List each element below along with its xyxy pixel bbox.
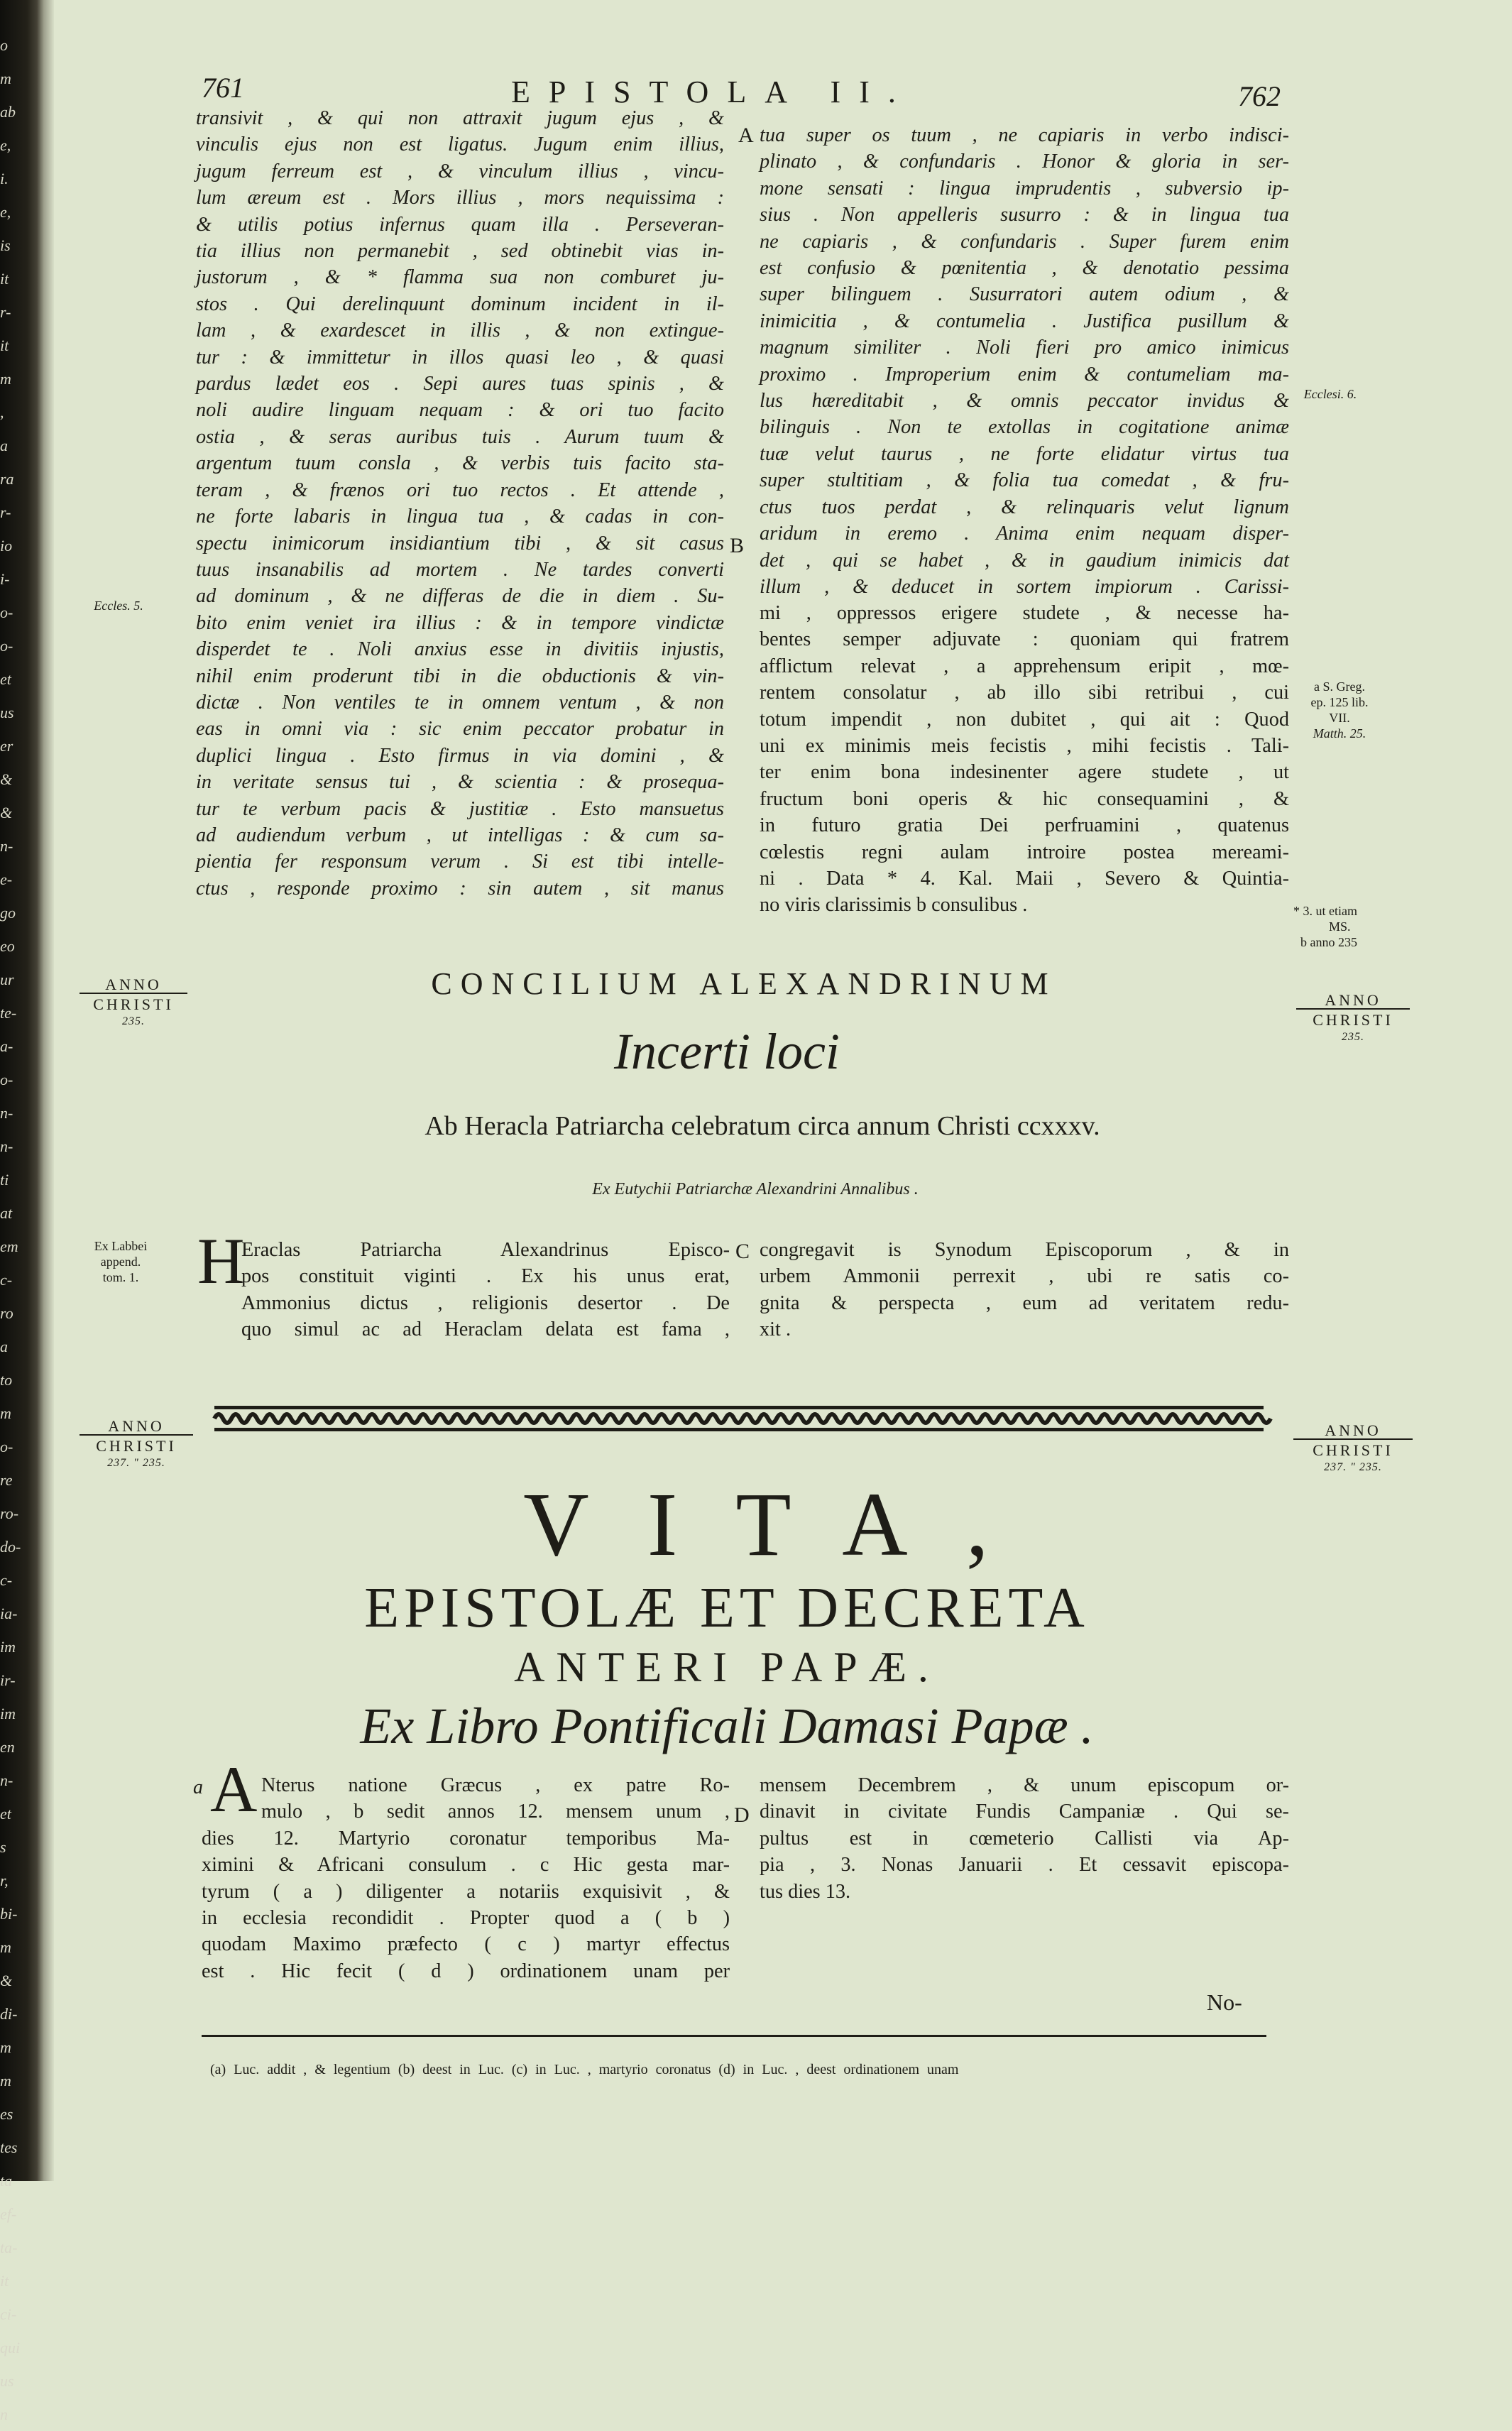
text-line: aridum in eremo . Anima enim nequam disper- bbox=[760, 523, 1289, 545]
christi-label: CHRISTI bbox=[96, 1437, 177, 1455]
vita-note-marker: a bbox=[193, 1776, 203, 1798]
spine-fragment: es bbox=[0, 2105, 13, 2123]
text-line: dies 12. Martyrio coronatur temporibus Ma- bbox=[202, 1827, 730, 1850]
text-line: tyrum ( a ) diligenter a notariis exquisivit , & bbox=[202, 1880, 730, 1903]
text-line: vinculis ejus non est ligatus. Jugum enim illius, bbox=[196, 133, 724, 156]
spine-fragment: at bbox=[0, 1204, 13, 1222]
text-line: teram , & frænos ori tuo rectos . Et attende , bbox=[196, 479, 724, 501]
spine-fragment: eo bbox=[0, 937, 15, 955]
footnote-rule bbox=[202, 2035, 1266, 2037]
text-line: super bilinguem . Susurratori autem odium , & bbox=[760, 283, 1289, 306]
text-line: ni . Data * 4. Kal. Maii , Severo & Quintia- bbox=[760, 868, 1289, 890]
margin-note-eccl5: Eccles. 5. bbox=[94, 599, 143, 613]
text-line: Ammonius dictus , religionis desertor . De bbox=[241, 1291, 730, 1314]
spine-fragment: is bbox=[0, 236, 11, 254]
text-line: ctus tuos perdat , & relinquaris velut lignum bbox=[760, 496, 1289, 518]
council-left-text bbox=[241, 1237, 730, 1343]
council-description: Ab Heracla Patriarcha celebratum circa annum Christi ccxxxv. bbox=[424, 1111, 1100, 1141]
text-line: ne capiaris , & confundaris . Super furem enim bbox=[760, 230, 1289, 253]
spine-fragment: , bbox=[0, 403, 4, 421]
council-drop-cap: H bbox=[197, 1225, 245, 1297]
margin-gregory-line1: a S. Greg. bbox=[1314, 679, 1365, 694]
text-line: lam , & exardescet in illis , & non extingue- bbox=[196, 319, 724, 342]
spine-fragment: & bbox=[0, 804, 13, 821]
spine-fragment: ur bbox=[0, 971, 14, 988]
spine-fragment: it bbox=[0, 2272, 9, 2290]
spine-fragment: io bbox=[0, 537, 13, 555]
spine-fragment: n- bbox=[0, 837, 13, 855]
spine-fragment: us bbox=[0, 704, 14, 721]
vita-right-text bbox=[760, 1772, 1289, 1905]
spine-fragment: o- bbox=[0, 603, 13, 621]
text-line: uni ex minimis meis fecistis , mihi fecistis . Tali- bbox=[760, 735, 1289, 758]
spine-fragment: qui bbox=[0, 2339, 21, 2356]
spine-fragment: o- bbox=[0, 1438, 13, 1455]
text-line: pardus lædet eos . Sepi aures tuas spinis , & bbox=[196, 373, 724, 395]
council-subtitle: Incerti loci bbox=[614, 1023, 840, 1080]
margin-note-labbei bbox=[71, 1238, 170, 1285]
text-line: eas in omni via : sic enim peccator probatur in bbox=[196, 718, 724, 741]
anno-label: ANNO bbox=[105, 976, 162, 993]
text-line: lus hæreditabit , & omnis peccator invidus & bbox=[760, 390, 1289, 413]
spine-fragment: n- bbox=[0, 1771, 13, 1789]
spine-fragment: m bbox=[0, 1404, 11, 1422]
text-line: illum , & deducet in sortem impiorum . Carissi- bbox=[760, 575, 1289, 598]
spine-fragment: & bbox=[0, 770, 13, 788]
spine-fragment: r- bbox=[0, 503, 11, 521]
text-line: in veritate sensus tui , & scientia : & prosequa- bbox=[196, 771, 724, 794]
anno-label: ANNO bbox=[1325, 1421, 1381, 1439]
text-line: pia , 3. Nonas Januarii . Et cessavit episcopa- bbox=[760, 1854, 1289, 1876]
page-number-right: 762 bbox=[1238, 80, 1281, 112]
spine-fragment: a bbox=[0, 1338, 8, 1355]
footnotes: (a) Luc. addit , & legentium (b) deest in Luc. (c) in Luc. , martyrio coronatus (d) in Luc. , deest ordinationem unam bbox=[210, 2062, 959, 2077]
margin-note-gregory bbox=[1293, 679, 1386, 741]
spine-fragment: n bbox=[0, 2405, 8, 2423]
margin-labbei-line3: tom. 1. bbox=[102, 1270, 139, 1284]
spine-fragment: it bbox=[0, 270, 9, 288]
spine-fragment: r- bbox=[0, 303, 11, 321]
text-line: ter enim bona indesinenter agere studete , ut bbox=[760, 761, 1289, 784]
text-line: pientia fer responsum verum . Si est tibi intelle- bbox=[196, 851, 724, 873]
text-line: lum æreum est . Mors illius , mors nequissima : bbox=[196, 187, 724, 209]
spine-fragment: n- bbox=[0, 1137, 13, 1155]
spine-fragment: m bbox=[0, 70, 11, 87]
margin-labbei-line2: append. bbox=[100, 1255, 141, 1269]
marker-b: B bbox=[730, 534, 745, 557]
text-line: afflictum relevat , a apprehensum eripit , mœ- bbox=[760, 655, 1289, 677]
margin-ms-line3: b anno 235 bbox=[1300, 935, 1357, 949]
text-line: Eraclas Patriarcha Alexandrinus Episco- bbox=[241, 1239, 730, 1261]
text-line: Nterus natione Græcus , ex patre Ro- bbox=[261, 1774, 730, 1796]
vita-drop-cap: A bbox=[210, 1753, 258, 1825]
anno-year: 237. " 235. bbox=[107, 1457, 165, 1469]
text-line: quo simul ac ad Heraclam delata est fama , bbox=[241, 1318, 730, 1341]
text-line: det , qui se habet , & in gaudium inimicis dat bbox=[760, 549, 1289, 572]
spine-fragment: ta- bbox=[0, 2239, 18, 2256]
text-line: ctus , responde proximo : sin autem , sit manus bbox=[196, 877, 724, 900]
christi-label: CHRISTI bbox=[1313, 1011, 1393, 1029]
spine-fragment: et bbox=[0, 670, 11, 688]
text-line: magnum similiter . Noli fieri pro amico inimicus bbox=[760, 337, 1289, 359]
anno-label: ANNO bbox=[108, 1417, 165, 1435]
spine-fragment: s bbox=[0, 1838, 6, 1856]
text-line: super stultitiam , & folia tua comedat , & fru- bbox=[760, 469, 1289, 492]
text-line: dictæ . Non ventiles te in omnem ventum , & non bbox=[196, 691, 724, 714]
vita-source: Ex Libro Pontificali Damasi Papæ . bbox=[360, 1698, 1094, 1754]
spine-fragment: te- bbox=[0, 1004, 17, 1022]
spine-fragment: ci- bbox=[0, 2305, 17, 2323]
running-title: EPISTOLA II. bbox=[511, 75, 914, 109]
margin-note-ms bbox=[1293, 903, 1414, 950]
text-line: ne forte labaris in lingua tua , & cadas in con- bbox=[196, 506, 724, 528]
anno-year: 235. bbox=[122, 1015, 145, 1027]
text-line: duplici lingua . Esto firmus in via domini , & bbox=[196, 744, 724, 767]
spine-fragment: m bbox=[0, 2072, 11, 2089]
spine-fragment: di- bbox=[0, 2005, 18, 2023]
text-line: disperdet te . Noli anxius esse in divitiis injustis, bbox=[196, 638, 724, 661]
text-line: dinavit in civitate Fundis Campaniæ . Qui se- bbox=[760, 1801, 1289, 1823]
spine-fragment: it bbox=[0, 337, 9, 354]
text-line: bito enim veniet ira illius : & in tempore vindictæ bbox=[196, 611, 724, 634]
page-edge bbox=[44, 0, 54, 2181]
spine-fragment: im bbox=[0, 1638, 16, 1656]
book-spine bbox=[0, 0, 44, 2423]
spine-fragment: ro- bbox=[0, 1504, 19, 1522]
spine-fragment: et bbox=[0, 1805, 11, 1823]
council-source: Ex Eutychii Patriarchæ Alexandrini Annalibus . bbox=[592, 1180, 919, 1198]
anno-christi-left-2 bbox=[77, 1419, 196, 1471]
spine-fragment: e- bbox=[0, 870, 13, 888]
text-line: gnita & perspecta , eum ad veritatem redu- bbox=[760, 1291, 1289, 1314]
spine-fragment: i. bbox=[0, 170, 9, 187]
text-line: urbem Ammonii perrexit , ubi re satis co- bbox=[760, 1265, 1289, 1288]
spine-fragment: m bbox=[0, 1938, 11, 1956]
text-line: tuæ velut taurus , ne forte elidatur virtus tua bbox=[760, 442, 1289, 465]
text-line: tia illius non permanebit , sed obtinebit vias in- bbox=[196, 240, 724, 263]
right-column-italic-text bbox=[760, 122, 1289, 600]
text-line: & utilis potius infernus quam illa . Perseveran- bbox=[196, 213, 724, 236]
text-line: xit . bbox=[760, 1318, 791, 1341]
text-line: proximo . Improperium enim & contumeliam ma- bbox=[760, 363, 1289, 386]
spine-fragment: m bbox=[0, 2038, 11, 2056]
spine-fragment: tes bbox=[0, 2138, 18, 2156]
margin-note-eccl6: Ecclesi. 6. bbox=[1303, 387, 1357, 401]
text-line: ad audiendum verbum , ut intelligas : & cum sa- bbox=[196, 824, 724, 846]
text-line: pos constituit viginti . Ex his unus erat, bbox=[241, 1265, 730, 1288]
text-line: mone sensati : lingua imprudentis , subversio ip- bbox=[760, 177, 1289, 200]
text-line: spectu inimicorum insidiantium tibi , & sit casus bbox=[196, 532, 724, 555]
page-number-left: 761 bbox=[202, 72, 244, 104]
vita-subtitle: EPISTOLÆ ET DECRETA bbox=[364, 1577, 1090, 1639]
text-line: mensem Decembrem , & unum episcopum or- bbox=[760, 1774, 1289, 1796]
text-line: ad dominum , & ne differas de die in diem . Su- bbox=[196, 585, 724, 608]
spine-fragment: to bbox=[0, 1371, 13, 1389]
margin-ms-line2: MS. bbox=[1329, 919, 1351, 934]
text-line: sius . Non appelleris susurro : & in lingua tua bbox=[760, 204, 1289, 226]
spine-fragment: do- bbox=[0, 1538, 21, 1556]
catchword: No- bbox=[1207, 1989, 1242, 2015]
anno-christi-right-2 bbox=[1291, 1423, 1415, 1475]
text-line: cœlestis regni aulam introire postea mereami- bbox=[760, 841, 1289, 863]
spine-fragment: m bbox=[0, 370, 11, 388]
marker-c: C bbox=[735, 1240, 750, 1263]
vita-title: VITA, bbox=[523, 1474, 1047, 1575]
text-line: mi , oppressos erigere studete , & necesse ha- bbox=[760, 602, 1289, 624]
vita-left-text bbox=[202, 1772, 730, 1984]
margin-matthew: Matth. 25. bbox=[1313, 726, 1366, 741]
text-line: plinato , & confundaris . Honor & gloria in ser- bbox=[760, 151, 1289, 173]
text-line: in ecclesia recondidit . Propter quod a ( b ) bbox=[202, 1907, 730, 1930]
spine-fragment: ra bbox=[0, 470, 14, 488]
text-line: argentum tuum consla , & verbis tuis facito sta- bbox=[196, 452, 724, 475]
text-line: mulo , b sedit annos 12. mensem unum , bbox=[261, 1801, 730, 1823]
text-line: tua super os tuum , ne capiaris in verbo indisci- bbox=[760, 124, 1289, 146]
right-column-roman-text bbox=[760, 600, 1289, 919]
spine-fragment: ta bbox=[0, 2172, 13, 2190]
spine-fragment: ro bbox=[0, 1304, 13, 1322]
text-line: pultus est in cœmeterio Callisti via Ap- bbox=[760, 1827, 1289, 1850]
text-line: jugum ferreum est , & vinculum illius , vincu- bbox=[196, 160, 724, 182]
text-line: inimicitia , & contumelia . Justifica pusillum & bbox=[760, 310, 1289, 332]
text-line: est . Hic fecit ( d ) ordinationem unam per bbox=[202, 1960, 730, 1982]
text-line: bilinguis . Non te extollas in cogitatione animæ bbox=[760, 416, 1289, 439]
spine-fragment: er bbox=[0, 737, 13, 755]
spine-fragment: en bbox=[0, 1738, 15, 1756]
text-line: nihil enim proderunt tibi in die obductionis & vin- bbox=[196, 665, 724, 687]
spine-fragment: r, bbox=[0, 1872, 9, 1889]
text-line: in futuro gratia Dei perfruamini , quatenus bbox=[760, 814, 1289, 837]
margin-gregory-line2: ep. 125 lib. bbox=[1310, 695, 1369, 709]
spine-fragment: n- bbox=[0, 1104, 13, 1122]
christi-label: CHRISTI bbox=[1313, 1441, 1393, 1459]
text-line: tur te verbum pacis & justitiæ . Esto mansuetus bbox=[196, 797, 724, 820]
text-line: stos . Qui derelinquunt dominum incident in il- bbox=[196, 293, 724, 315]
vita-pope-name: ANTERI PAPÆ. bbox=[514, 1644, 940, 1690]
spine-fragment: ab bbox=[0, 103, 16, 121]
council-right-text bbox=[760, 1237, 1289, 1343]
text-line: noli audire linguam nequam : & ori tuo facito bbox=[196, 399, 724, 422]
margin-gregory-line3: VII. bbox=[1329, 711, 1350, 725]
anno-year: 235. bbox=[1342, 1031, 1364, 1043]
text-line: no viris clarissimis b consulibus . bbox=[760, 894, 1028, 917]
text-line: quodam Maximo præfecto ( c ) martyr effectus bbox=[202, 1933, 730, 1956]
marker-a: A bbox=[738, 124, 754, 147]
council-title: CONCILIUM ALEXANDRINUM bbox=[431, 966, 1057, 1001]
spine-fragment: c- bbox=[0, 1571, 13, 1589]
spine-fragment: us bbox=[0, 2372, 14, 2390]
text-line: congregavit is Synodum Episcoporum , & in bbox=[760, 1239, 1289, 1261]
text-line: ximini & Africani consulum . c Hic gesta mar- bbox=[202, 1854, 730, 1876]
spine-fragment: c- bbox=[0, 1271, 13, 1289]
text-line: est confusio & pœnitentia , & denotatio pessima bbox=[760, 257, 1289, 280]
left-column-text bbox=[196, 105, 724, 902]
spine-fragment: e, bbox=[0, 203, 11, 221]
spine-fragment: ef- bbox=[0, 2205, 17, 2223]
text-line: justorum , & * flamma sua non comburet ju- bbox=[196, 266, 724, 289]
text-line: ostia , & seras auribus tuis . Aurum tuum & bbox=[196, 425, 724, 448]
text-line: tus dies 13. bbox=[760, 1880, 851, 1903]
text-line: bentes semper adjuvate : quoniam qui fratrem bbox=[760, 628, 1289, 651]
marker-d: D bbox=[734, 1803, 750, 1827]
spine-fragment: o- bbox=[0, 1071, 13, 1088]
text-line: tuus insanabilis ad mortem . Ne tardes converti bbox=[196, 558, 724, 581]
spine-fragment: o- bbox=[0, 637, 13, 655]
spine-fragment: bi- bbox=[0, 1905, 18, 1923]
spine-fragment: ia- bbox=[0, 1605, 18, 1622]
spine-fragment: im bbox=[0, 1705, 16, 1722]
margin-ms-line1: * 3. ut etiam bbox=[1293, 904, 1357, 918]
spine-fragment: ti bbox=[0, 1171, 9, 1189]
text-line: transivit , & qui non attraxit jugum ejus , & bbox=[196, 107, 724, 129]
text-line: tur : & immittetur in illos quasi leo , & quasi bbox=[196, 346, 724, 368]
christi-label: CHRISTI bbox=[93, 995, 174, 1013]
text-line: rentem consolatur , ab illo sibi retribui , cui bbox=[760, 682, 1289, 704]
margin-labbei-line1: Ex Labbei bbox=[94, 1239, 148, 1253]
spine-fragment: ir- bbox=[0, 1671, 16, 1689]
anno-label: ANNO bbox=[1325, 991, 1381, 1009]
text-line: totum impendit , non dubitet , qui ait : Quod bbox=[760, 708, 1289, 731]
spine-fragment: a- bbox=[0, 1037, 13, 1055]
text-line: fructum boni operis & hic consequamini , & bbox=[760, 787, 1289, 810]
spine-fragment: o bbox=[0, 36, 8, 54]
spine-fragment: e, bbox=[0, 136, 11, 154]
spine-fragment: go bbox=[0, 904, 16, 922]
ornamental-band bbox=[214, 1404, 1264, 1433]
spine-fragment: em bbox=[0, 1238, 18, 1255]
spine-fragment: re bbox=[0, 1471, 13, 1489]
spine-fragment: a bbox=[0, 437, 8, 454]
spine-fragment: & bbox=[0, 1972, 13, 1989]
spine-fragment: i- bbox=[0, 570, 10, 588]
anno-year: 237. " 235. bbox=[1324, 1461, 1382, 1473]
